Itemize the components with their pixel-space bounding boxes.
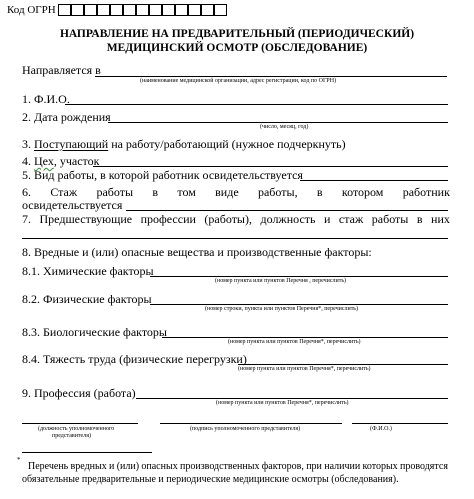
- word: 6.: [22, 185, 31, 199]
- word: Стаж: [50, 185, 78, 199]
- footnote-word: наличии: [324, 461, 361, 472]
- signature-caption: (подпись уполномоченного представителя): [190, 426, 301, 432]
- word: них: [431, 212, 450, 226]
- word: том: [177, 185, 196, 199]
- footnote-word: факторов,: [261, 461, 304, 472]
- employment-status: [22, 137, 346, 152]
- physical-factors-label: 8.2. Физические факторы: [22, 292, 152, 306]
- footnote-word: производственных: [180, 461, 260, 472]
- labor-severity-label: 8.4. Тяжесть труда (физические перегрузки): [22, 352, 247, 366]
- ogrn-cell[interactable]: [84, 4, 97, 16]
- word: и: [324, 212, 331, 226]
- footnote-word: которых: [362, 461, 398, 472]
- word: Предшествующие: [39, 212, 133, 226]
- department-label: [22, 154, 99, 169]
- footnote-word: и: [109, 461, 115, 472]
- dept-suffix: , участок: [53, 154, 100, 168]
- ogrn-cell[interactable]: [71, 4, 84, 16]
- ogrn-cell[interactable]: [162, 4, 175, 16]
- physical-factors-field[interactable]: [150, 304, 448, 305]
- fio-field[interactable]: [65, 104, 448, 105]
- previous-professions-line1: [22, 212, 450, 227]
- status-rest: на работу/работающий (нужное подчеркнуть): [108, 137, 346, 151]
- word: (работы),: [204, 212, 252, 226]
- ogrn-cell[interactable]: [175, 4, 188, 16]
- footnote-word: Перечень: [28, 461, 69, 472]
- footnote-word: вредных: [70, 461, 107, 472]
- experience-field[interactable]: [126, 210, 448, 211]
- dob-label: 2. Дата рождения: [22, 110, 111, 124]
- position-field[interactable]: [22, 423, 138, 424]
- chemical-factors-field[interactable]: [150, 276, 448, 277]
- profession-field[interactable]: [136, 398, 448, 399]
- word: профессии: [140, 212, 196, 226]
- footnote-word: опасных: [141, 461, 178, 472]
- previous-professions-field[interactable]: [22, 238, 448, 239]
- work-type-field[interactable]: [300, 180, 448, 181]
- biological-factors-label: 8.3. Биологические факторы: [22, 325, 167, 339]
- position-caption-2: представителя): [52, 433, 91, 439]
- ogrn-cell[interactable]: [188, 4, 201, 16]
- experience-line2: освидетельствуется: [22, 198, 123, 212]
- word: котором: [341, 185, 384, 199]
- footnote-word: проводятся: [399, 461, 448, 472]
- ogrn-cell[interactable]: [149, 4, 162, 16]
- labor-severity-field[interactable]: [238, 364, 448, 365]
- name-caption: (Ф.И.О.): [370, 426, 392, 432]
- work-type-label: 5. Вид работы, в которой работник освидетельствуется: [22, 168, 303, 182]
- sent-to-label: Направляется в: [22, 63, 101, 77]
- dept-word: Цех: [34, 154, 54, 168]
- word: работы: [96, 185, 134, 199]
- footnote-text-line1: [28, 461, 448, 472]
- page-title-line1: НАПРАВЛЕНИЕ НА ПРЕДВАРИТЕЛЬНЫЙ (ПЕРИОДИЧЕСКИЙ): [59, 28, 415, 40]
- dept-prefix: 4.: [22, 154, 34, 168]
- biological-factors-caption: (номер пункта или пунктов Перечня*, перечислить): [228, 339, 361, 345]
- chemical-factors-caption: (номер пункта или пунктов Перечня , перечислить): [215, 278, 347, 284]
- word: в: [416, 212, 423, 226]
- word: в: [152, 185, 159, 199]
- ogrn-cell[interactable]: [214, 4, 227, 16]
- ogrn-cell[interactable]: [97, 4, 110, 16]
- word: работы: [371, 212, 409, 226]
- name-field[interactable]: [352, 423, 448, 424]
- footnote-text-line2: обязательные предварительные и периодические медицинские осмотры (обследования).: [22, 474, 399, 485]
- status-number: 3.: [22, 137, 34, 151]
- footnote-word: (или): [116, 461, 140, 472]
- dob-caption: (число, месяц, год): [260, 124, 309, 130]
- word: виде: [215, 185, 239, 199]
- physical-factors-caption: (номер строки, пункта или пунктов Перечня*, перечислить): [205, 306, 359, 312]
- fio-label: 1. Ф.И.О.: [22, 92, 70, 106]
- word: в: [316, 185, 323, 199]
- footnote-word: при: [306, 461, 322, 472]
- labor-severity-caption: (номер пункта или пунктов Перечня*, перечислить): [238, 366, 371, 372]
- department-field[interactable]: [93, 166, 448, 167]
- sent-to-field[interactable]: [95, 76, 447, 77]
- ogrn-cell[interactable]: [136, 4, 149, 16]
- sent-to-caption: (наименование медицинской организации, адрес регистрации, код по ОГРН): [140, 78, 337, 84]
- ogrn-label: Код ОГРН: [7, 4, 56, 16]
- dob-field[interactable]: [108, 122, 448, 123]
- word: работы,: [257, 185, 298, 199]
- word: работник: [402, 185, 450, 199]
- factors-heading: 8. Вредные и (или) опасные вещества и производственные факторы:: [22, 245, 372, 259]
- ogrn-cell[interactable]: [123, 4, 136, 16]
- signature-field[interactable]: [160, 423, 342, 424]
- footnote-divider: [22, 452, 152, 453]
- ogrn-cell[interactable]: [110, 4, 123, 16]
- ogrn-cell[interactable]: [201, 4, 214, 16]
- profession-label: 9. Профессия (работа): [22, 386, 136, 400]
- biological-factors-field[interactable]: [162, 337, 448, 338]
- ogrn-cell[interactable]: [58, 4, 71, 16]
- word: должность: [260, 212, 316, 226]
- status-applicant[interactable]: Поступающий: [34, 137, 109, 151]
- footnote-mark: *: [17, 456, 21, 464]
- page-title-line2: МЕДИЦИНСКИЙ ОСМОТР (ОБСЛЕДОВАНИЕ): [106, 42, 368, 54]
- chemical-factors-label: 8.1. Химические факторы: [22, 264, 154, 278]
- word: стаж: [338, 212, 364, 226]
- position-caption-1: (должность уполномоченного: [38, 426, 115, 432]
- word: 7.: [22, 212, 31, 226]
- profession-caption: (номер пункта или пунктов Перечня*, перечислить): [216, 400, 349, 406]
